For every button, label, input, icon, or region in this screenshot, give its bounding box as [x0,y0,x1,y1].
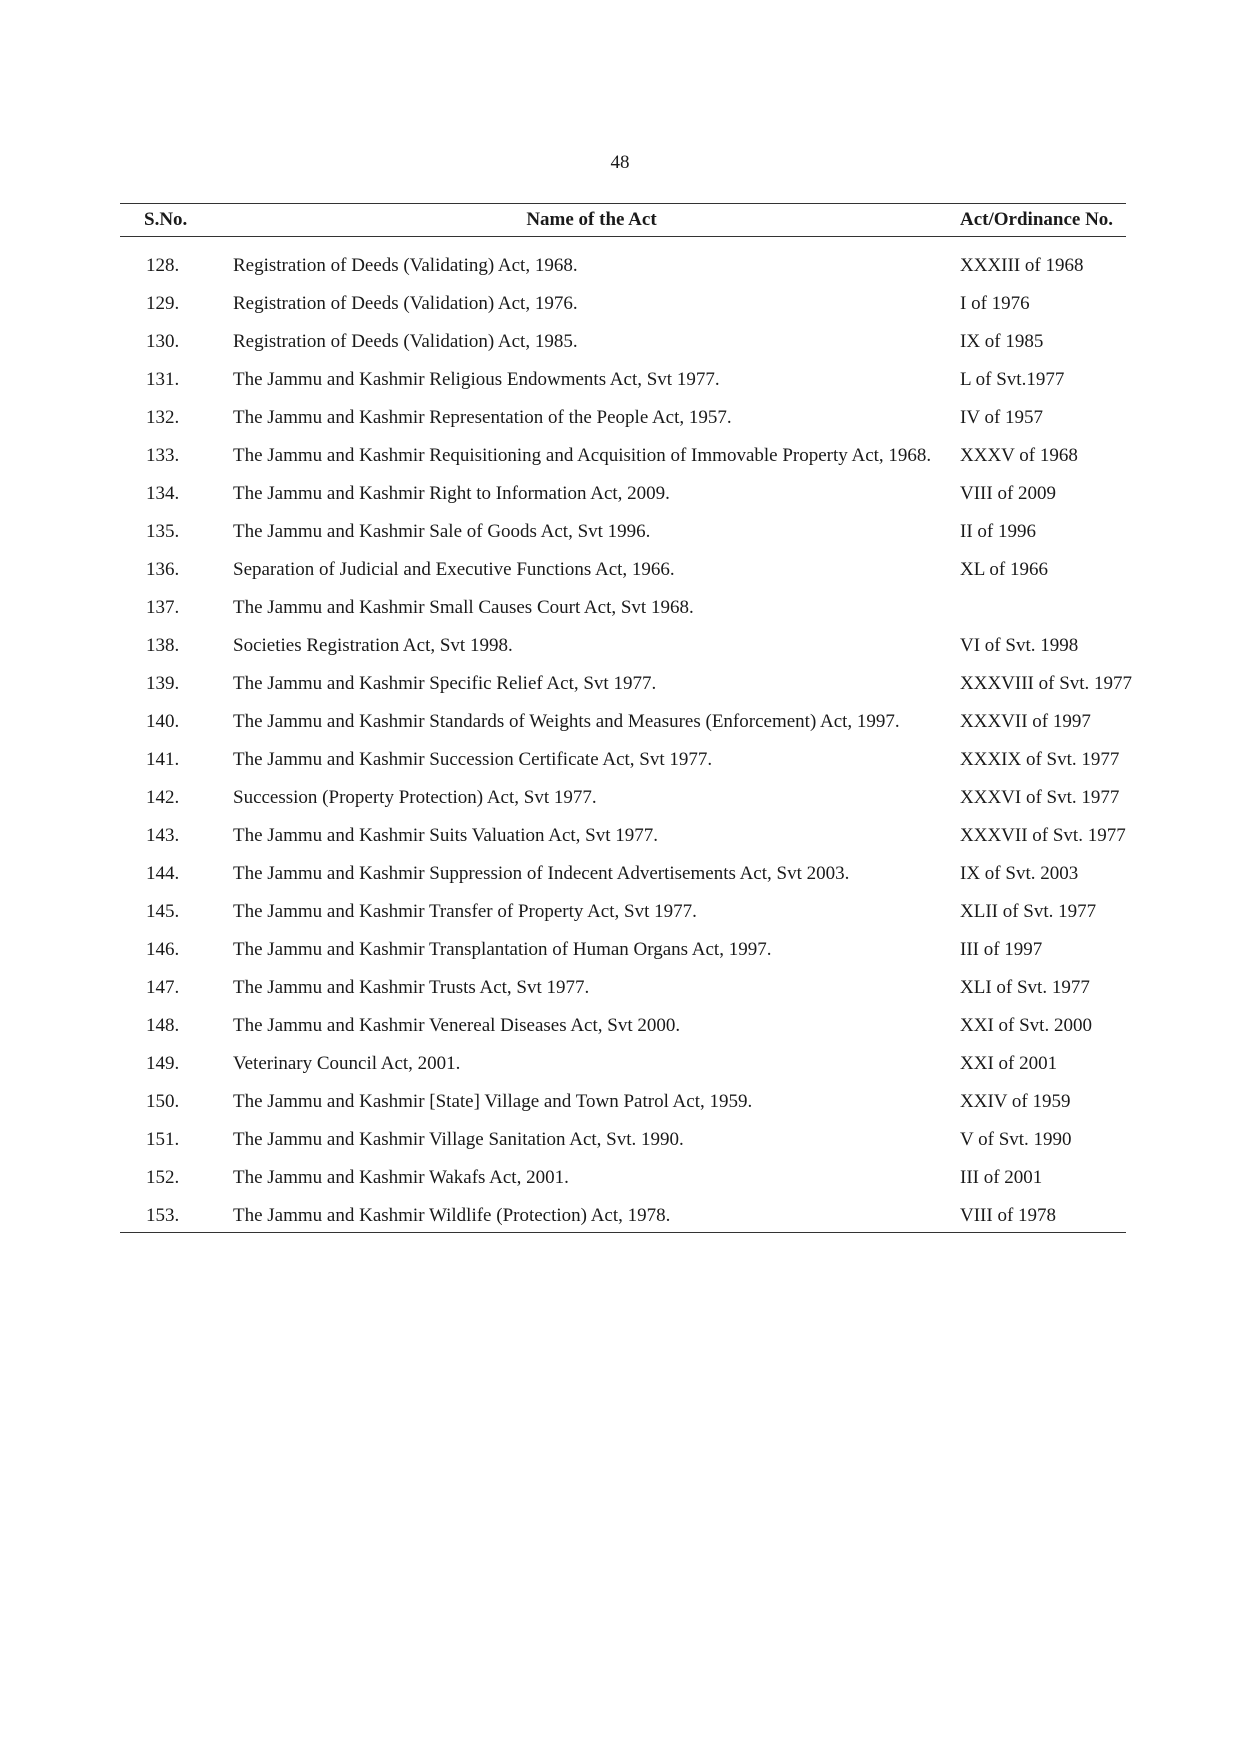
row-act-name: The Jammu and Kashmir [State] Village and Town Patrol Act, 1959. [233,1091,753,1112]
page-number: 48 [610,152,630,173]
row-sno: 137. [146,597,180,618]
table-row [120,1159,1126,1197]
row-act-number: III of 2001 [960,1167,1043,1188]
table-row [120,1121,1126,1159]
row-act-name: The Jammu and Kashmir Transfer of Property Act, Svt 1977. [233,901,697,922]
table-row [120,513,1126,551]
table-row [120,817,1126,855]
row-sno: 150. [146,1091,180,1112]
row-act-name: The Jammu and Kashmir Specific Relief Act, Svt 1977. [233,673,657,694]
row-act-number: VIII of 1978 [950,1197,1126,1233]
row-sno: 133. [146,445,180,466]
table-row [120,399,1126,437]
row-act-name: Registration of Deeds (Validation) Act, 1976. [233,293,578,314]
row-act-name: Societies Registration Act, Svt 1998. [233,635,513,656]
row-sno: 152. [146,1167,180,1188]
row-act-name: The Jammu and Kashmir Sale of Goods Act, Svt 1996. [233,521,651,542]
table-row [120,855,1126,893]
row-act-number: I of 1976 [960,293,1030,314]
table-row [120,1045,1126,1083]
row-act-number: XXI of Svt. 2000 [960,1015,1092,1036]
row-act-number: XXXV of 1968 [960,445,1078,466]
row-act-number: IV of 1957 [960,407,1044,428]
row-act-name: The Jammu and Kashmir Wildlife (Protection) Act, 1978. [233,1197,950,1233]
row-act-name: The Jammu and Kashmir Wakafs Act, 2001. [233,1167,569,1188]
table-row [120,779,1126,817]
header-act-no: Act/Ordinance No. [950,204,1126,237]
table-row [120,589,1126,627]
row-sno: 141. [146,749,180,770]
row-sno: 138. [146,635,180,656]
row-act-name: Separation of Judicial and Executive Functions Act, 1966. [233,559,675,580]
row-sno: 148. [146,1015,180,1036]
row-act-number: XXXIX of Svt. 1977 [960,749,1120,770]
row-sno: 130. [146,331,180,352]
row-act-number: XXXVI of Svt. 1977 [960,787,1120,808]
table-row [120,361,1126,399]
row-act-name: The Jammu and Kashmir Succession Certificate Act, Svt 1977. [233,749,713,770]
row-act-number: XXXVII of Svt. 1977 [960,825,1126,846]
header-sno: S.No. [120,204,233,237]
row-act-number: IX of 1985 [960,331,1044,352]
row-act-number: XXXVII of 1997 [960,711,1091,732]
row-sno: 153. [120,1197,233,1233]
table-body [120,237,1133,1233]
table-header-row [120,204,1126,237]
row-act-number: L of Svt.1977 [960,369,1065,390]
table-row [120,437,1126,475]
row-act-name: The Jammu and Kashmir Small Causes Court Act, Svt 1968. [233,597,694,618]
row-act-number: II of 1996 [960,521,1036,542]
row-sno: 145. [146,901,180,922]
acts-table [120,203,1133,1233]
row-sno: 146. [146,939,180,960]
row-sno: 129. [146,293,180,314]
row-act-name: The Jammu and Kashmir Religious Endowments Act, Svt 1977. [233,369,720,390]
row-sno: 136. [146,559,180,580]
table-row [120,323,1126,361]
row-sno: 132. [146,407,180,428]
row-act-number: XL of 1966 [960,559,1048,580]
header-name: Name of the Act [233,204,950,237]
row-act-number: VIII of 2009 [960,483,1057,504]
row-act-name: The Jammu and Kashmir Suits Valuation Act, Svt 1977. [233,825,659,846]
row-act-number: XXIV of 1959 [960,1091,1071,1112]
table-row [120,703,1126,741]
row-act-name: The Jammu and Kashmir Village Sanitation Act, Svt. 1990. [233,1129,684,1150]
row-act-number: XXI of 2001 [960,1053,1058,1074]
row-act-name: Registration of Deeds (Validation) Act, 1985. [233,331,578,352]
table-row [120,475,1126,513]
table-row [120,285,1126,323]
table-row [120,1197,1126,1233]
row-act-number: IX of Svt. 2003 [960,863,1079,884]
row-sno: 135. [146,521,180,542]
row-act-name: The Jammu and Kashmir Standards of Weights and Measures (Enforcement) Act, 1997. [233,711,900,732]
row-act-number: VI of Svt. 1998 [960,635,1079,656]
row-act-name: Succession (Property Protection) Act, Svt 1977. [233,787,597,808]
row-act-number: III of 1997 [960,939,1043,960]
row-sno: 143. [146,825,180,846]
row-sno: 139. [146,673,180,694]
row-sno: 147. [146,977,180,998]
row-act-name: The Jammu and Kashmir Requisitioning and Acquisition of Immovable Property Act, 1968. [233,445,932,466]
table-row [120,893,1126,931]
table-row [120,931,1126,969]
row-act-name: Registration of Deeds (Validating) Act, 1968. [233,255,578,276]
row-sno: 151. [146,1129,180,1150]
row-act-number [950,589,1126,627]
row-act-name: The Jammu and Kashmir Transplantation of Human Organs Act, 1997. [233,939,772,960]
row-sno: 142. [146,787,180,808]
row-act-name: The Jammu and Kashmir Suppression of Indecent Advertisements Act, Svt 2003. [233,863,850,884]
row-act-name: The Jammu and Kashmir Right to Information Act, 2009. [233,483,670,504]
row-sno: 131. [146,369,180,390]
row-act-number: V of Svt. 1990 [960,1129,1072,1150]
row-act-name: Veterinary Council Act, 2001. [233,1053,461,1074]
row-act-number: XLII of Svt. 1977 [960,901,1097,922]
table-row [120,237,1126,286]
table-row [120,969,1126,1007]
row-act-number: XXXIII of 1968 [960,255,1084,276]
row-sno: 140. [146,711,180,732]
row-act-number: XLI of Svt. 1977 [960,977,1090,998]
row-sno: 134. [146,483,180,504]
row-act-number: XXXVIII of Svt. 1977 [960,673,1133,694]
table-row [120,1083,1126,1121]
table-row [120,551,1126,589]
row-act-name: The Jammu and Kashmir Representation of the People Act, 1957. [233,407,732,428]
row-act-name: The Jammu and Kashmir Venereal Diseases Act, Svt 2000. [233,1015,681,1036]
row-sno: 144. [146,863,180,884]
table-row [120,627,1126,665]
table-row [120,1007,1126,1045]
row-sno: 149. [146,1053,180,1074]
row-act-name: The Jammu and Kashmir Trusts Act, Svt 1977. [233,977,590,998]
table-row [120,741,1126,779]
row-sno: 128. [146,255,180,276]
table-row [120,665,1126,703]
